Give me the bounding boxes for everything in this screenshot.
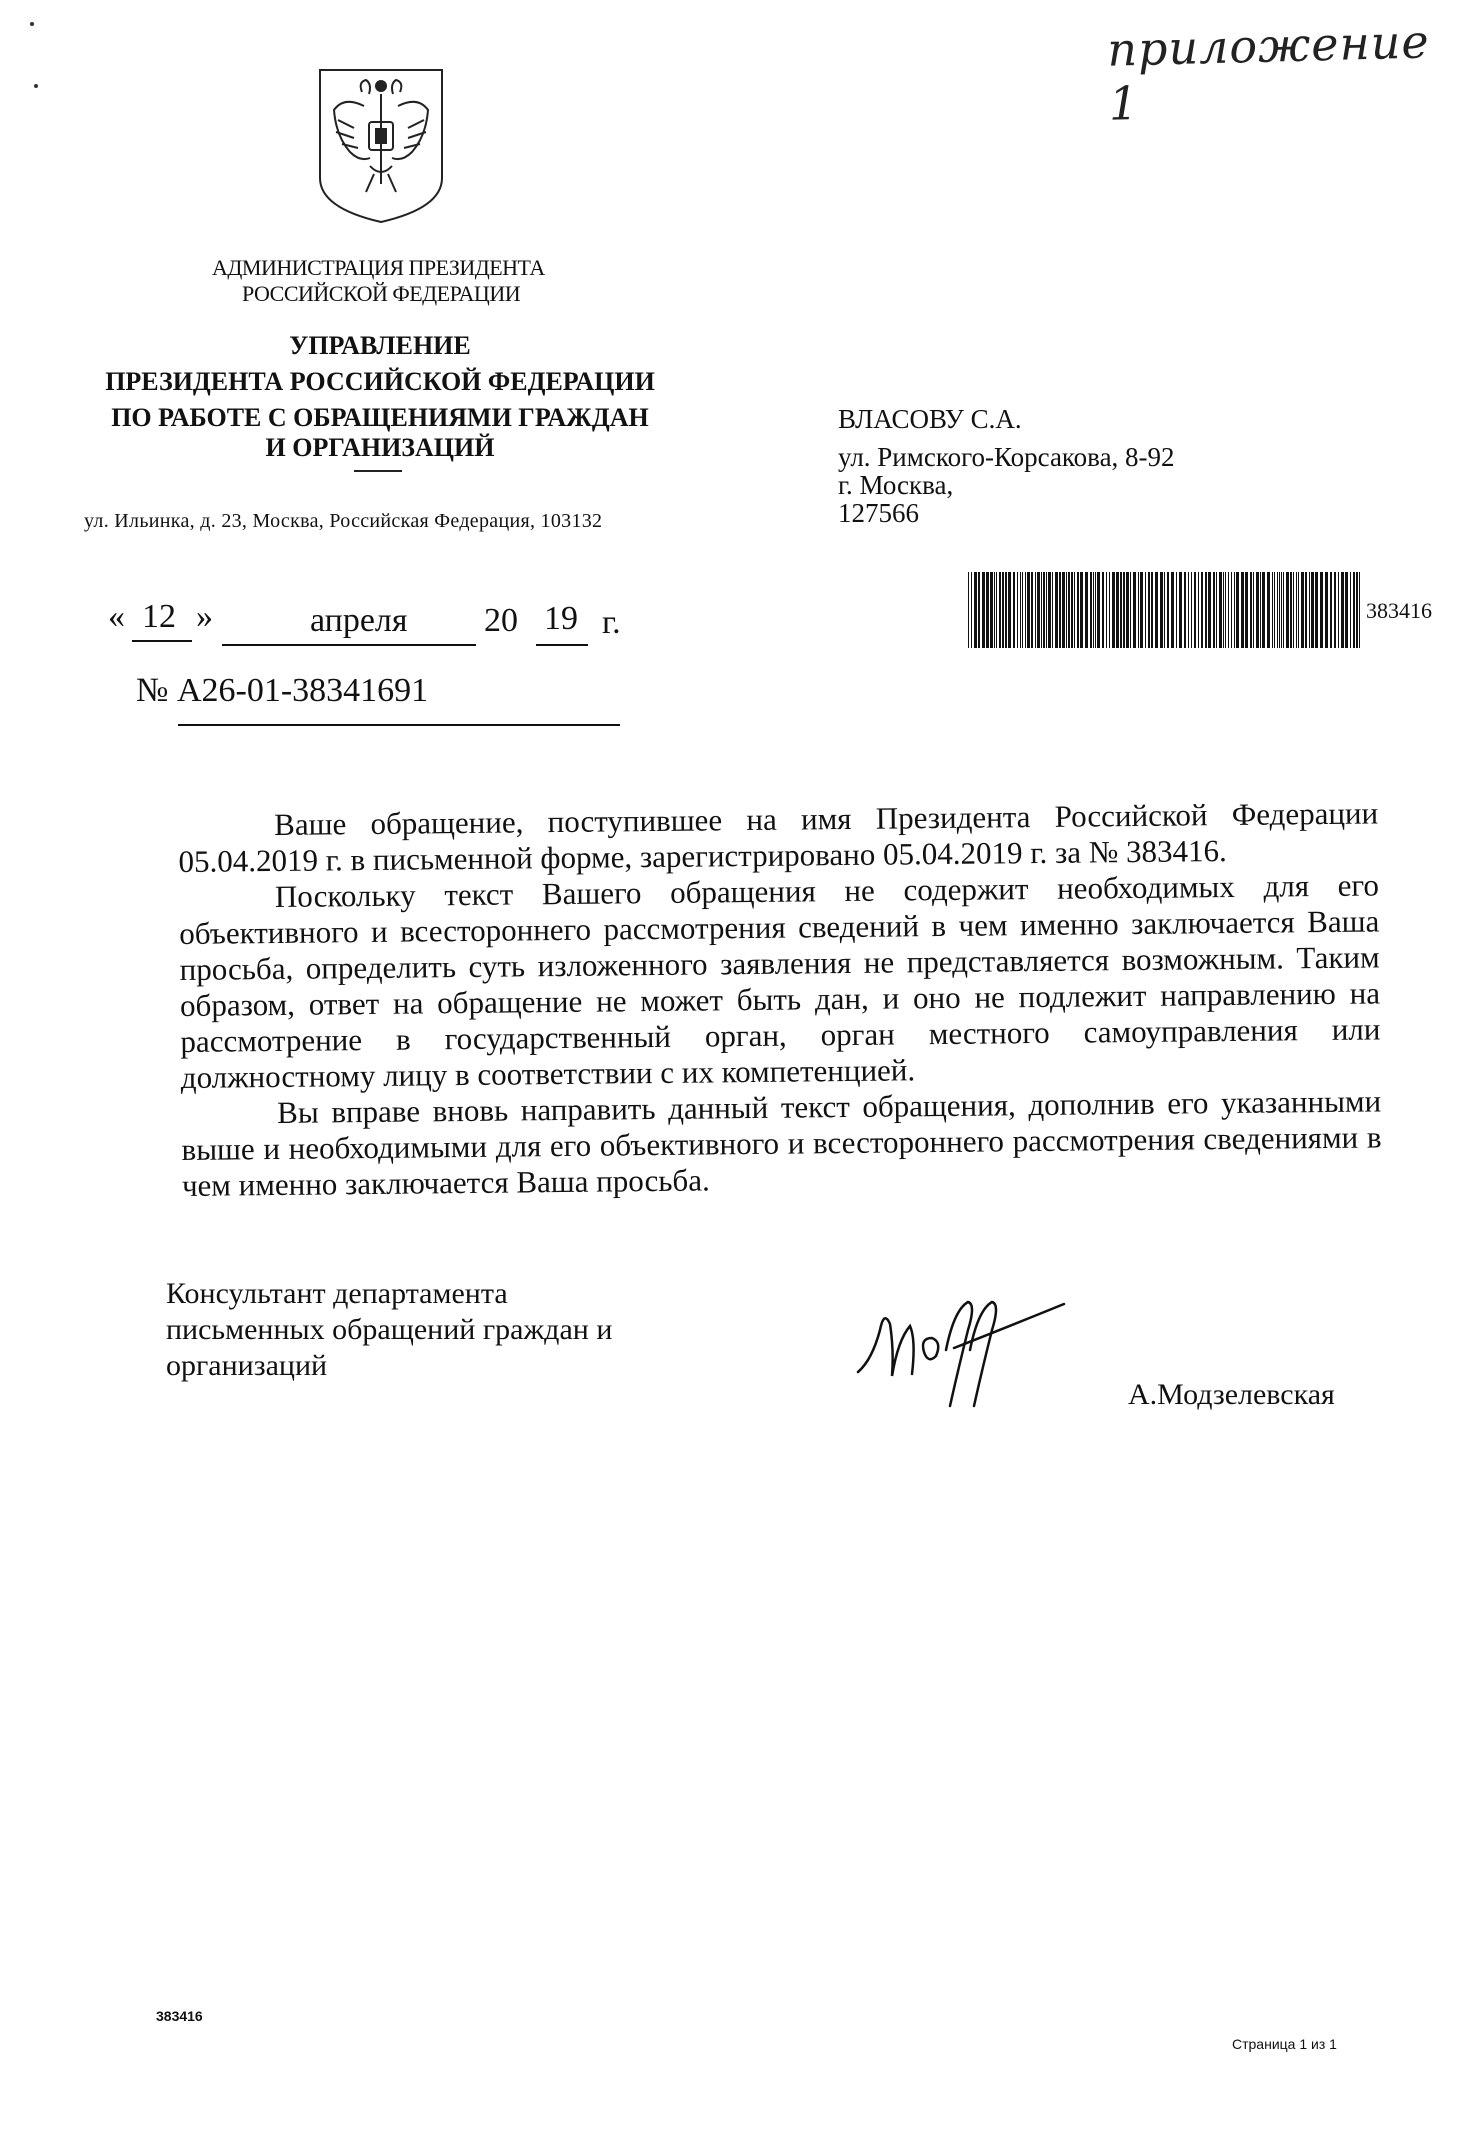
barcode-bar bbox=[1031, 572, 1033, 648]
barcode-bar bbox=[1077, 572, 1079, 648]
barcode-bar bbox=[1176, 572, 1177, 648]
scan-speck bbox=[30, 22, 34, 26]
barcode-bar bbox=[1184, 572, 1186, 648]
barcode-bar bbox=[1267, 572, 1270, 648]
barcode-bar bbox=[1345, 572, 1348, 648]
barcode-bar bbox=[1298, 572, 1299, 648]
barcode-bar bbox=[1167, 572, 1169, 648]
barcode-bar bbox=[1274, 572, 1275, 648]
barcode-number: 383416 bbox=[1366, 598, 1432, 623]
barcode-bar bbox=[1123, 572, 1125, 648]
barcode-bar bbox=[1256, 572, 1259, 648]
footer-document-id: 383416 bbox=[156, 2008, 203, 2024]
barcode-bar bbox=[1035, 572, 1036, 648]
barcode-bar bbox=[1301, 572, 1304, 648]
barcode-bar bbox=[1041, 572, 1042, 648]
barcode-bar bbox=[1228, 572, 1229, 648]
signatory-title-line2: письменных обращений граждан и bbox=[166, 1313, 613, 1346]
barcode-bar bbox=[1160, 572, 1163, 648]
department-title-line2: ПРЕЗИДЕНТА РОССИЙСКОЙ ФЕДЕРАЦИИ bbox=[105, 367, 655, 396]
barcode-bar bbox=[1120, 572, 1122, 648]
barcode-bar bbox=[1201, 572, 1203, 648]
barcode-bar bbox=[1179, 572, 1182, 648]
barcode-bar bbox=[1205, 572, 1207, 648]
handwritten-annotation: приложение 1 bbox=[1106, 14, 1431, 131]
date-day: 12 bbox=[142, 598, 176, 635]
signatory-name: А.Модзелевская bbox=[1128, 1378, 1335, 1411]
barcode-bar bbox=[1074, 572, 1075, 648]
barcode-bar bbox=[1198, 572, 1199, 648]
recipient-street: ул. Римского-Корсакова, 8-92 bbox=[838, 442, 1175, 472]
barcode-bar bbox=[1095, 572, 1096, 648]
barcode-bar bbox=[1109, 572, 1110, 648]
letter-body bbox=[178, 795, 1382, 1204]
barcode-bar bbox=[1138, 572, 1139, 648]
barcode-bar bbox=[974, 572, 977, 648]
barcode-bar bbox=[1037, 572, 1040, 648]
signatory-title-line1: Консультант департамента bbox=[166, 1277, 508, 1310]
barcode-bar bbox=[1066, 572, 1067, 648]
barcode-bar bbox=[1309, 572, 1310, 648]
recipient-postcode: 127566 bbox=[838, 498, 919, 528]
recipient-city: г. Москва, bbox=[838, 470, 954, 500]
barcode-bar bbox=[1133, 572, 1136, 648]
barcode-bar bbox=[1330, 572, 1332, 648]
barcode-bar bbox=[1296, 572, 1297, 648]
date-open-quote: « bbox=[108, 598, 125, 635]
barcode-bar bbox=[1126, 572, 1129, 648]
signatory-title bbox=[166, 1276, 726, 1384]
barcode-bar bbox=[1155, 572, 1158, 648]
barcode-bar bbox=[1236, 572, 1239, 648]
barcode-bar bbox=[1005, 572, 1007, 648]
barcode-bar bbox=[1234, 572, 1235, 648]
registration-number: № А26-01-38341691 bbox=[136, 672, 429, 709]
department-title-line4: И ОРГАНИЗАЦИЙ bbox=[265, 433, 495, 462]
barcode-bar bbox=[1334, 572, 1336, 648]
barcode-bar bbox=[1068, 572, 1070, 648]
barcode-image bbox=[968, 572, 1360, 648]
barcode-bar bbox=[1231, 572, 1232, 648]
barcode-bar bbox=[1043, 572, 1045, 648]
barcode-bar bbox=[1188, 572, 1189, 648]
barcode-bar bbox=[1253, 572, 1254, 648]
barcode-bar bbox=[1017, 572, 1018, 648]
barcode-bar bbox=[990, 572, 993, 648]
barcode-bar bbox=[1293, 572, 1294, 648]
barcode-bar bbox=[1145, 572, 1146, 648]
barcode-bar bbox=[1338, 572, 1339, 648]
barcode-bar bbox=[1262, 572, 1265, 648]
coat-of-arms-emblem bbox=[314, 66, 448, 226]
barcode-bar bbox=[1208, 572, 1211, 648]
barcode-bar bbox=[1112, 572, 1115, 648]
barcode-bar bbox=[1272, 572, 1273, 648]
barcode-bar bbox=[1341, 572, 1344, 648]
date-year-suffix-label: г. bbox=[602, 604, 621, 641]
barcode-bar bbox=[1048, 572, 1051, 648]
signatory-title-line3: организаций bbox=[166, 1349, 328, 1382]
barcode-bar bbox=[1191, 572, 1192, 648]
barcode-bar bbox=[1325, 572, 1328, 648]
barcode-bar bbox=[1164, 572, 1165, 648]
scan-speck bbox=[34, 84, 38, 88]
barcode-bar bbox=[1225, 572, 1226, 648]
barcode-bar bbox=[1260, 572, 1261, 648]
date-month: апреля bbox=[310, 602, 408, 639]
barcode-bar bbox=[1350, 572, 1351, 648]
barcode-bar bbox=[971, 572, 972, 648]
barcode-bar bbox=[1008, 572, 1011, 648]
department-title-line1: УПРАВЛЕНИЕ bbox=[289, 331, 471, 360]
barcode-bar bbox=[1059, 572, 1061, 648]
barcode-bar bbox=[1027, 572, 1030, 648]
barcode-bar bbox=[1002, 572, 1004, 648]
barcode-bar bbox=[1356, 572, 1358, 648]
barcode-bar bbox=[1020, 572, 1021, 648]
barcode-bar bbox=[1277, 572, 1278, 648]
barcode-bar bbox=[1305, 572, 1307, 648]
barcode-bar bbox=[1090, 572, 1092, 648]
barcode-bar bbox=[968, 572, 969, 648]
barcode-bar bbox=[1320, 572, 1323, 648]
barcode-bar bbox=[1102, 572, 1104, 648]
barcode-bar bbox=[1223, 572, 1224, 648]
barcode-bar bbox=[1055, 572, 1058, 648]
barcode-bar bbox=[1130, 572, 1131, 648]
recipient-name: ВЛАСОВУ С.А. bbox=[838, 404, 1022, 434]
header-divider bbox=[354, 470, 402, 472]
barcode-bar bbox=[1025, 572, 1026, 648]
barcode-bar bbox=[1080, 572, 1083, 648]
barcode-bar bbox=[1071, 572, 1073, 648]
date-month-underline bbox=[222, 644, 476, 646]
barcode-bar bbox=[1046, 572, 1047, 648]
barcode-bar bbox=[1286, 572, 1289, 648]
registration-underline bbox=[178, 724, 620, 726]
barcode-bar bbox=[1140, 572, 1143, 648]
barcode-bar bbox=[1106, 572, 1107, 648]
barcode-bar bbox=[1359, 572, 1360, 648]
barcode-bar bbox=[1213, 572, 1215, 648]
body-paragraph-3: Вы вправе вновь направить данный текст обращения, дополнив его указанными выше и необходимыми для его объективного и всестороннего рассмотрения сведениями в чем именно заключается Ваша просьба. bbox=[181, 1083, 1382, 1203]
admin-title-line1: АДМИНИСТРАЦИЯ ПРЕЗИДЕНТА bbox=[212, 255, 545, 280]
sender-address: ул. Ильинка, д. 23, Москва, Российская Федерация, 103132 bbox=[84, 510, 603, 532]
barcode-bar bbox=[978, 572, 980, 648]
barcode-bar bbox=[1013, 572, 1015, 648]
body-paragraph-1: Ваше обращение, поступившее на имя Президента Российской Федерации 05.04.2019 г. в письменной форме, зарегистрировано 05.04.2019 г. за № 383416. bbox=[178, 795, 1379, 879]
barcode-bar bbox=[1283, 572, 1284, 648]
barcode-bar bbox=[1116, 572, 1119, 648]
date-year-suffix: 19 bbox=[544, 600, 578, 637]
barcode-bar bbox=[1216, 572, 1217, 648]
date-close-quote: » bbox=[196, 598, 213, 635]
barcode-bar bbox=[999, 572, 1001, 648]
barcode-bar bbox=[1281, 572, 1282, 648]
barcode-bar bbox=[1250, 572, 1252, 648]
barcode-bar bbox=[1171, 572, 1174, 648]
department-title-line3: ПО РАБОТЕ С ОБРАЩЕНИЯМИ ГРАЖДАН bbox=[111, 403, 649, 432]
handwritten-signature bbox=[850, 1290, 1070, 1410]
barcode-bar bbox=[1315, 572, 1318, 648]
barcode-bar bbox=[994, 572, 995, 648]
barcode-bar bbox=[1093, 572, 1094, 648]
barcode-bar bbox=[1097, 572, 1100, 648]
barcode-bar bbox=[1241, 572, 1244, 648]
barcode-bar bbox=[1245, 572, 1248, 648]
barcode-bar bbox=[1148, 572, 1150, 648]
barcode-bar bbox=[986, 572, 989, 648]
date-day-underline bbox=[132, 640, 192, 642]
admin-title-line2: РОССИЙСКОЙ ФЕДЕРАЦИИ bbox=[242, 281, 521, 306]
barcode-bar bbox=[1151, 572, 1153, 648]
barcode-bar bbox=[982, 572, 985, 648]
footer-page-number: Страница 1 из 1 bbox=[1232, 2036, 1337, 2052]
barcode-bar bbox=[1085, 572, 1088, 648]
barcode-bar bbox=[1290, 572, 1292, 648]
barcode-bar bbox=[1311, 572, 1314, 648]
barcode-bar bbox=[1279, 572, 1280, 648]
barcode-bar bbox=[1052, 572, 1053, 648]
barcode-bar bbox=[1353, 572, 1355, 648]
barcode-bar bbox=[1194, 572, 1196, 648]
barcode-bar bbox=[1219, 572, 1222, 648]
body-paragraph-2: Поскольку текст Вашего обращения не содержит необходимых для его объективного и всестороннего рассмотрения сведений в чем именно заключается Ваша просьба, определить суть изложенного заявления не представляется возможным. Таким образом, ответ на обращение не может быть дан, и оно не подлежит направлению на рассмотрение в государственный орган, орган местного самоуправления или должностному лицу в соответствии с их компетенцией. bbox=[179, 867, 1381, 1095]
barcode-bar bbox=[1022, 572, 1023, 648]
barcode-bar bbox=[996, 572, 997, 648]
date-year-underline bbox=[536, 644, 588, 646]
barcode-bar bbox=[1062, 572, 1065, 648]
date-year-prefix: 20 bbox=[484, 602, 518, 639]
